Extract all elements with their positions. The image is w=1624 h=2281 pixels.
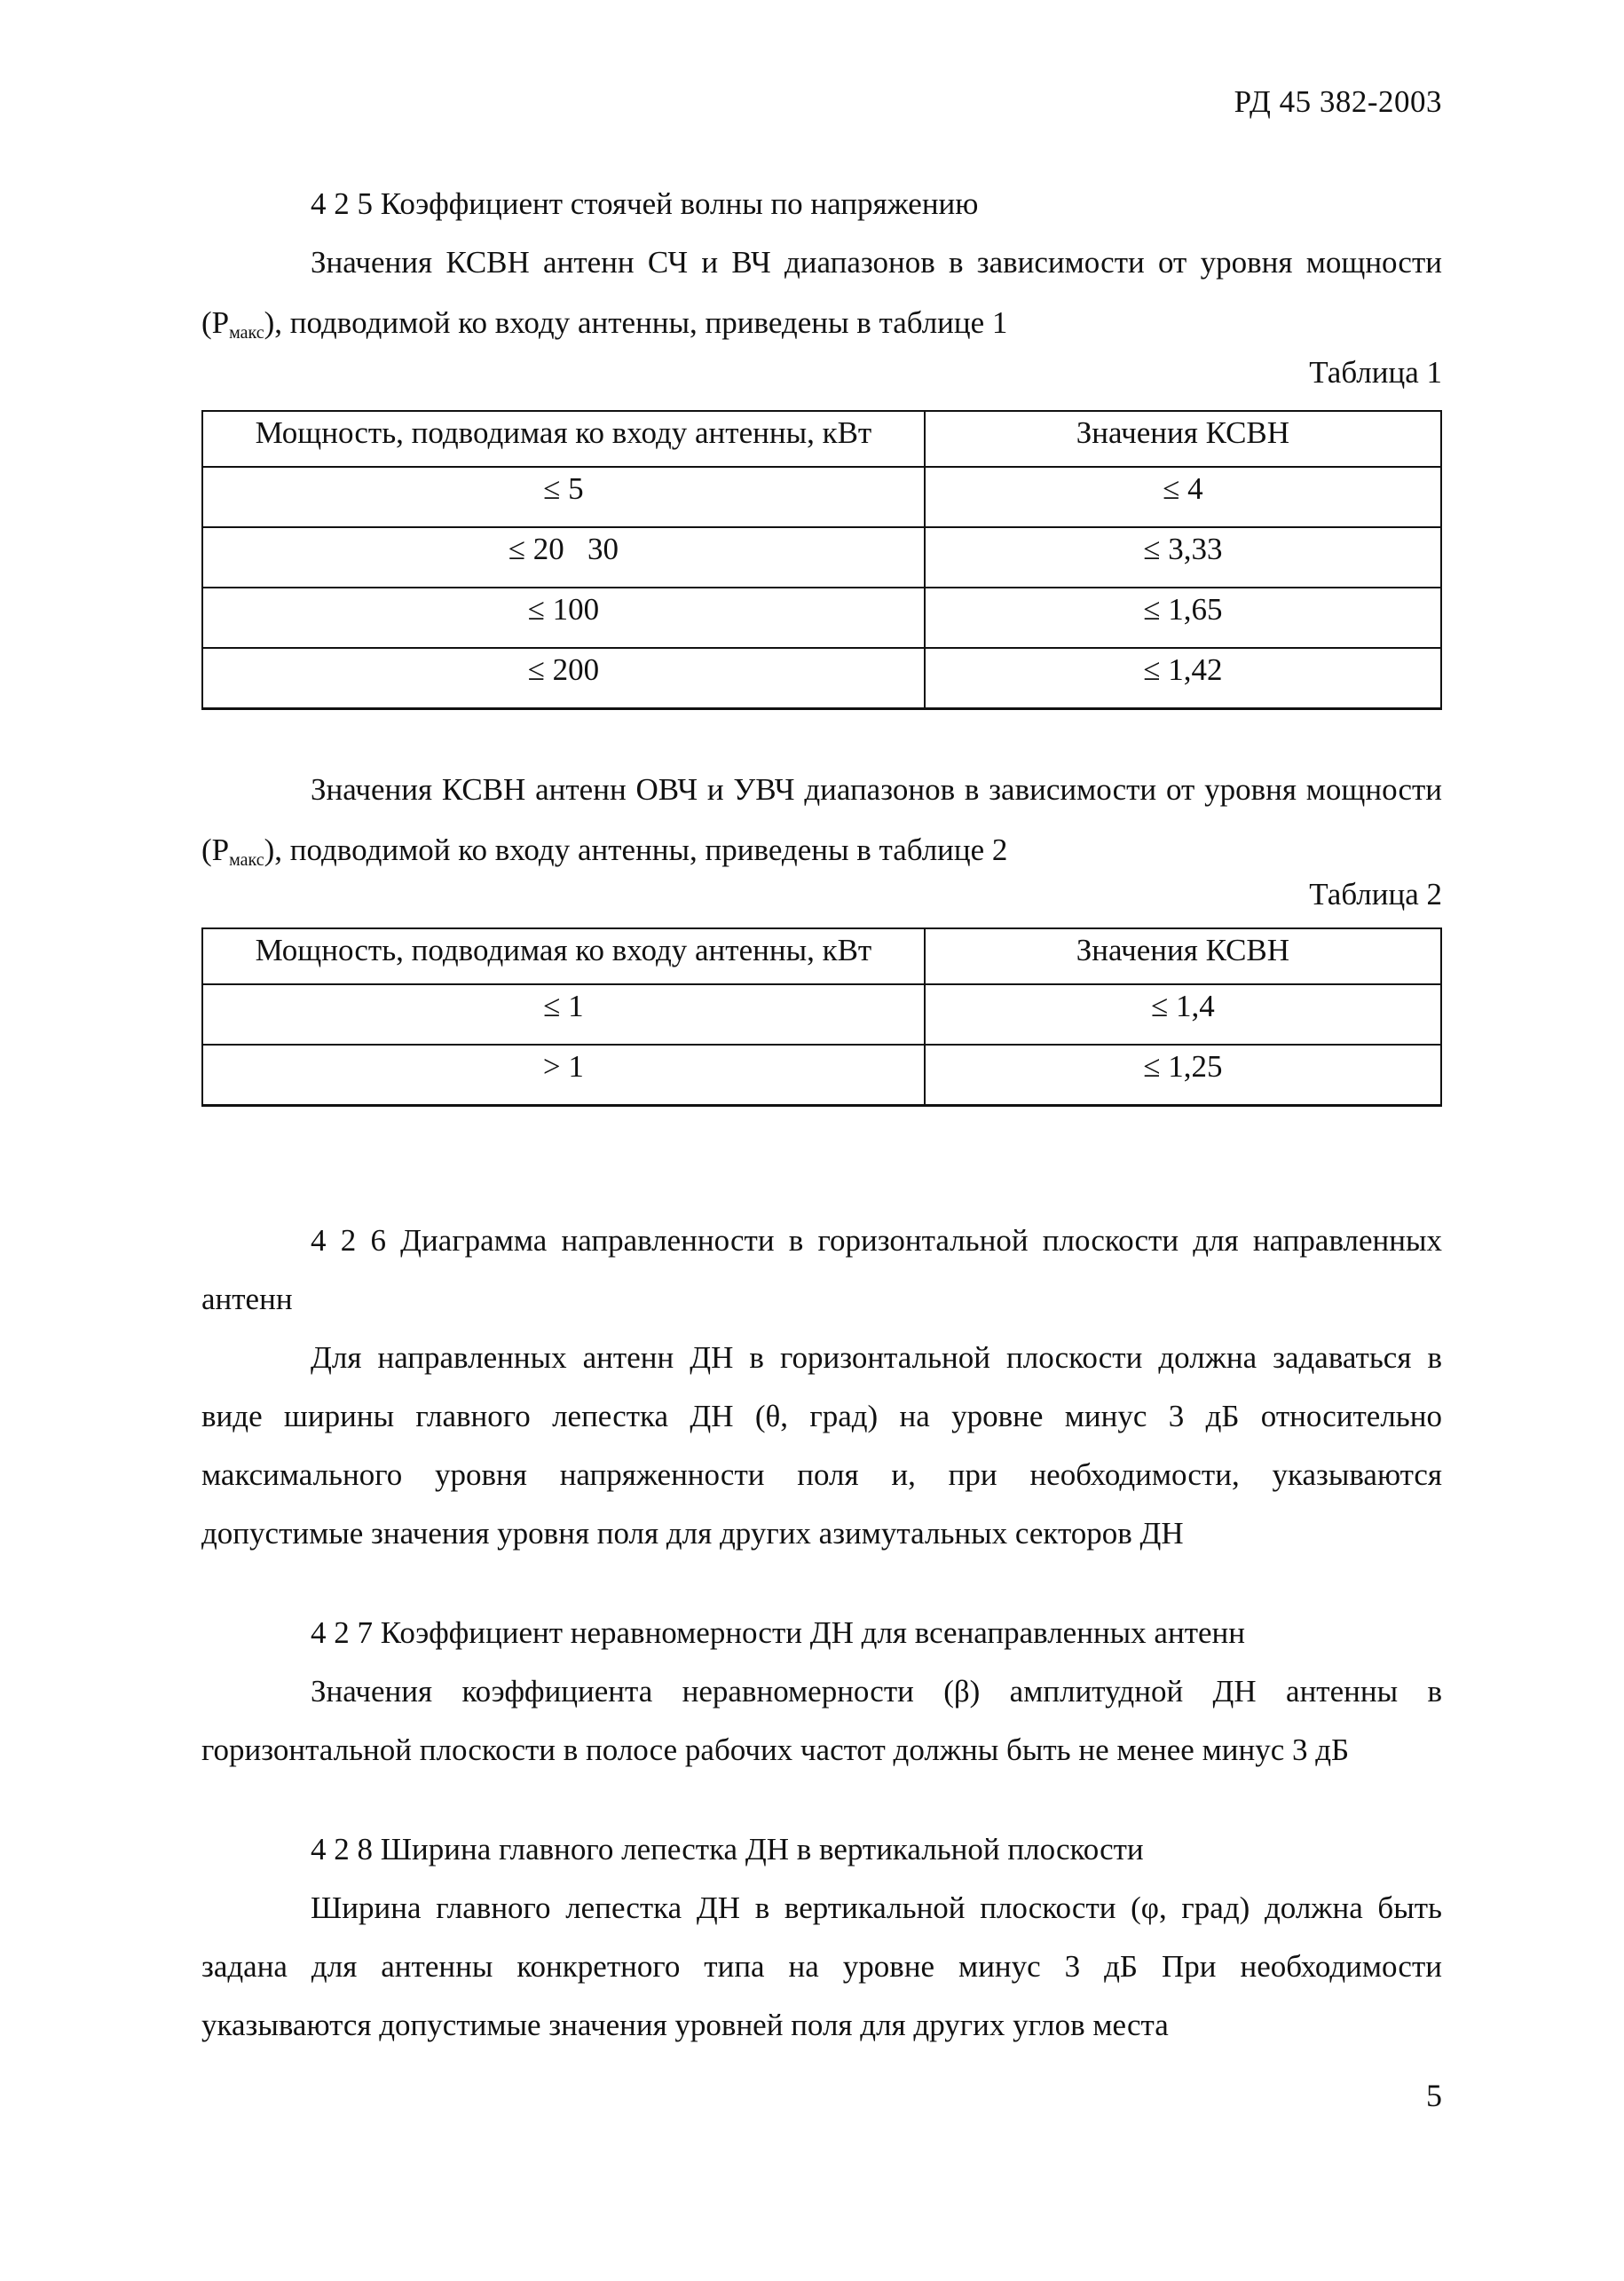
table-row [202, 1045, 1441, 1105]
table1-header-power: Мощность, подводимая ко входу антенны, кВт [202, 411, 925, 467]
table-row [202, 467, 1441, 527]
section-426-heading-line2: антенн [201, 1282, 293, 1316]
s427-body-line2: горизонтальной плоскости в полосе рабочих частот должны быть не менее минус 3 дБ [201, 1732, 1350, 1767]
p-symbol: (P [201, 833, 230, 867]
s426-body-line4: допустимые значения уровня поля для других азимутальных секторов ДН [201, 1516, 1184, 1551]
table1-caption: Таблица 1 [1309, 355, 1442, 390]
table1-cell-vswr: ≤ 4 [925, 467, 1441, 527]
table2-header-vswr: Значения КСВН [925, 928, 1441, 984]
p-subscript: макс [229, 850, 264, 870]
table2-cell-vswr: ≤ 1,4 [925, 984, 1441, 1045]
s428-body-line3: указываются допустимые значения уровней поля для других углов места [201, 2008, 1169, 2042]
table1-cell-power: ≤ 20 30 [202, 527, 925, 588]
s425-para1-line1: Значения КСВН антенн СЧ и ВЧ диапазонов в зависимости от уровня мощности [311, 245, 1442, 280]
s425-para2-line1: Значения КСВН антенн ОВЧ и УВЧ диапазонов в зависимости от уровня мощности [311, 772, 1442, 807]
section-428-heading: 4 2 8 Ширина главного лепестка ДН в вертикальной плоскости [311, 1832, 1144, 1867]
table2-cell-power: > 1 [202, 1045, 925, 1105]
table2-cell-vswr: ≤ 1,25 [925, 1045, 1441, 1105]
s428-body-line2: задана для антенны конкретного типа на уровне минус 3 дБ При необходимости [201, 1949, 1442, 1984]
section-427-heading: 4 2 7 Коэффициент неравномерности ДН для всенаправленных антенн [311, 1615, 1245, 1650]
s426-body-line2: виде ширины главного лепестка ДН (θ, град) на уровне минус 3 дБ относительно [201, 1399, 1442, 1433]
table-row [202, 984, 1441, 1045]
table-row [202, 588, 1441, 648]
s425-para2-rest: ), подводимой ко входу антенны, приведены в таблице 2 [264, 833, 1008, 867]
document-code: РД 45 382-2003 [1234, 84, 1442, 119]
s425-para1-rest: ), подводимой ко входу антенны, приведены в таблице 1 [264, 305, 1008, 340]
table1 [201, 410, 1442, 710]
section-425-heading: 4 2 5 Коэффициент стоячей волны по напряжению [311, 186, 979, 221]
table-row [202, 527, 1441, 588]
table1-cell-vswr: ≤ 3,33 [925, 527, 1441, 588]
table2 [201, 927, 1442, 1107]
s425-para1-line2 [201, 293, 1007, 363]
table1-cell-vswr: ≤ 1,65 [925, 588, 1441, 648]
table1-header-row [202, 411, 1441, 467]
s426-body-line3: максимального уровня напряженности поля и, при необходимости, указываются [201, 1457, 1442, 1492]
p-subscript: макс [229, 323, 264, 343]
section-426-heading-line1: 4 2 6 Диаграмма направленности в горизонтальной плоскости для направленных [311, 1223, 1442, 1258]
table1-cell-power: ≤ 100 [202, 588, 925, 648]
table2-header-power: Мощность, подводимая ко входу антенны, кВт [202, 928, 925, 984]
table2-cell-power: ≤ 1 [202, 984, 925, 1045]
s425-para2-line2 [201, 820, 1007, 890]
table1-header-vswr: Значения КСВН [925, 411, 1441, 467]
s427-body-line1: Значения коэффициента неравномерности (β) амплитудной ДН антенны в [311, 1674, 1442, 1709]
table-row [202, 648, 1441, 708]
table2-caption: Таблица 2 [1309, 877, 1442, 912]
s426-body-line1: Для направленных антенн ДН в горизонтальной плоскости должна задаваться в [311, 1340, 1442, 1375]
s428-body-line1: Ширина главного лепестка ДН в вертикальной плоскости (φ, град) должна быть [311, 1890, 1442, 1925]
table1-cell-power: ≤ 5 [202, 467, 925, 527]
table1-cell-power: ≤ 200 [202, 648, 925, 708]
table1-cell-vswr: ≤ 1,42 [925, 648, 1441, 708]
page-number: 5 [1426, 2078, 1442, 2113]
table2-header-row [202, 928, 1441, 984]
p-symbol: (P [201, 305, 230, 340]
